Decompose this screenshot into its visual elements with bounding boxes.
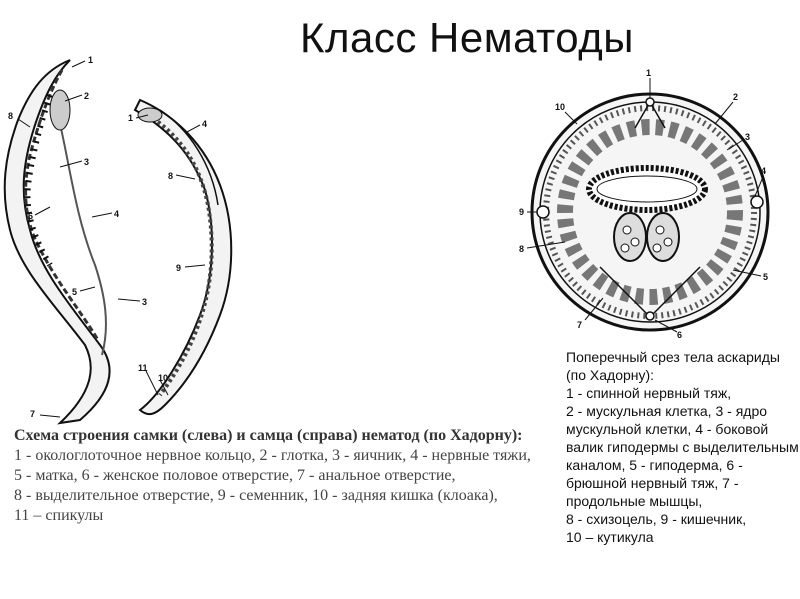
section-label-2: 2 [733,92,739,102]
female-label-7: 7 [30,409,36,419]
caption-left-heading: Схема строения самки (слева) и самца (справа) нематод (по Хадорну): [14,427,523,444]
caption-right-line-5: 10 – кутикула [566,529,654,545]
female-label-3: 3 [84,157,90,167]
section-label-9: 9 [519,207,525,217]
male-label-10: 10 [158,373,169,383]
caption-right-line-2: 1 - спинной нервный тяж, [566,385,732,401]
male-label-8: 8 [168,171,174,181]
section-label-4: 4 [761,166,767,176]
male-label-1: 1 [128,113,134,123]
female-label-1: 1 [88,55,94,65]
worm-diagram-caption [14,426,559,526]
section-label-8: 8 [519,244,525,254]
cross-section-caption [566,348,800,546]
caption-left-line-3: 8 - выделительное отверстие, 9 - семенник, 10 - задняя кишка (клоака), [14,487,498,504]
male-label-11: 11 [138,363,148,373]
male-label-4: 4 [202,119,208,129]
caption-right-line-1: Поперечный срез тела аскариды (по Хадорну): [566,349,780,383]
section-label-10: 10 [555,102,566,112]
caption-left-line-1: 1 - окологлоточное нервное кольцо, 2 - глотка, 3 - яичник, 4 - нервные тяжи, [14,447,531,464]
cross-section-diagram [505,62,780,342]
female-label-3b: 3 [142,297,148,307]
nematode-body-diagram [0,55,250,425]
female-label-2: 2 [84,91,90,101]
page-title: Класс Нематоды [300,14,634,61]
caption-left-line-4: 11 – спикулы [14,507,104,524]
section-label-5: 5 [763,272,769,282]
section-label-1: 1 [646,68,652,78]
caption-left-line-2: 5 - матка, 6 - женское половое отверстие, 7 - анальное отверстие, [14,467,456,484]
caption-right-line-4: 8 - схизоцель, 9 - кишечник, [566,511,747,527]
female-label-6: 6 [28,211,34,221]
male-label-9: 9 [176,263,182,273]
female-label-8: 8 [8,111,14,121]
section-label-6: 6 [677,330,683,340]
section-label-7: 7 [577,320,583,330]
section-label-3: 3 [745,132,751,142]
female-label-5: 5 [72,287,78,297]
caption-right-line-3: 2 - мускульная клетка, 3 - ядро мускульной клетки, 4 - боковой валик гиподермы с выделительным каналом, 5 - гиподерма, 6 - брюшной нервный тяж, 7 - продольные мышцы, [566,403,799,509]
female-label-4: 4 [114,209,120,219]
